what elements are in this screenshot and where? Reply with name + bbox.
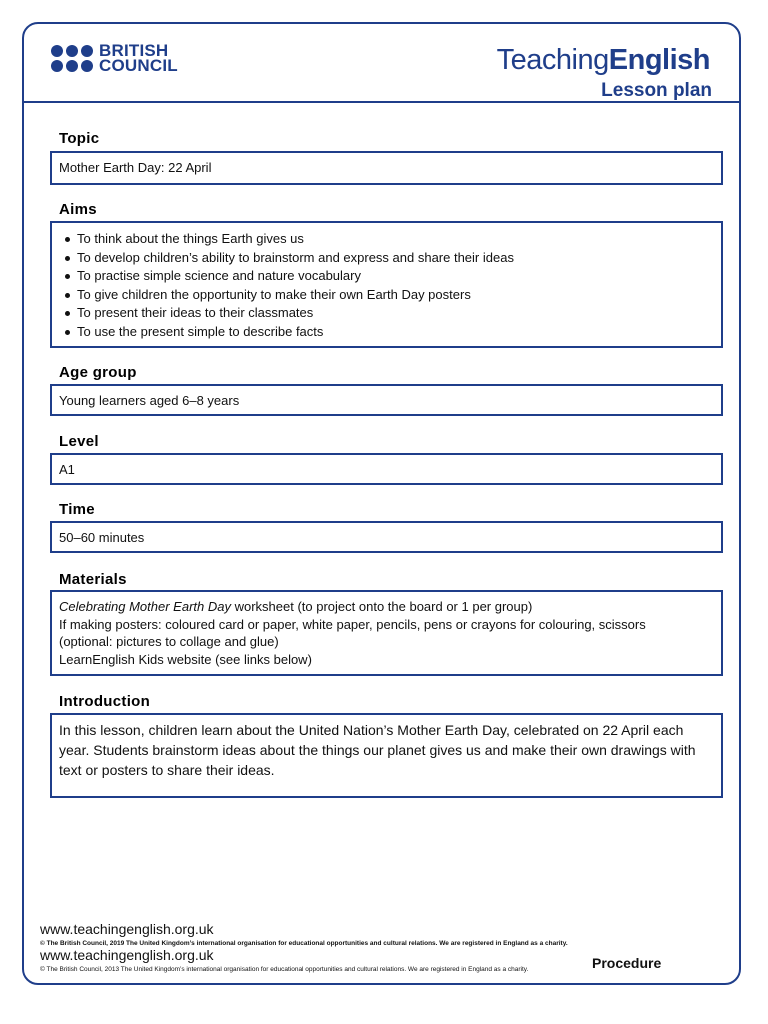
- materials-box: [50, 590, 723, 676]
- topic-value: Mother Earth Day: 22 April: [59, 160, 212, 175]
- materials-line: If making posters: coloured card or paper, white paper, pencils, pens or crayons for colouring, scissors: [59, 616, 646, 632]
- materials-label: Materials: [59, 571, 127, 588]
- topic-label: Topic: [59, 130, 100, 147]
- teachingenglish-brand: TeachingEnglish: [496, 44, 710, 76]
- topic-box: [50, 151, 723, 185]
- aims-list: [59, 230, 714, 342]
- level-label: Level: [59, 433, 99, 450]
- introduction-label: Introduction: [59, 693, 151, 710]
- aims-item: To practise simple science and nature vocabulary: [59, 267, 714, 286]
- time-box: [50, 521, 723, 553]
- aims-item: To think about the things Earth gives us: [59, 230, 714, 249]
- aims-item: To give children the opportunity to make their own Earth Day posters: [59, 286, 714, 305]
- age-group-value: Young learners aged 6–8 years: [59, 393, 240, 408]
- materials-line: (optional: pictures to collage and glue): [59, 634, 279, 649]
- footer-url-secondary[interactable]: www.teachingenglish.org.uk: [40, 947, 214, 963]
- british-council-logo: [51, 43, 178, 73]
- lesson-plan-subtitle: Lesson plan: [601, 80, 712, 101]
- aims-item: To develop children’s ability to brainstorm and express and share their ideas: [59, 249, 714, 268]
- aims-item: To present their ideas to their classmates: [59, 304, 714, 323]
- level-box: [50, 453, 723, 485]
- footer-copyright: © The British Council, 2019 The United Kingdom’s international organisation for educational opportunities and cultural relations. We are registered in England as a charity.: [40, 940, 568, 947]
- aims-box: [50, 221, 723, 348]
- introduction-text: In this lesson, children learn about the United Nation’s Mother Earth Day, celebrated on 22 April each year. Students brainstorm ideas about the things our planet gives us and make their own drawings with text or posters to share their ideas.: [59, 722, 696, 778]
- time-label: Time: [59, 501, 95, 518]
- footer-url[interactable]: www.teachingenglish.org.uk: [40, 921, 214, 937]
- age-group-label: Age group: [59, 364, 137, 381]
- introduction-box: [50, 713, 723, 798]
- materials-line: Celebrating Mother Earth Day worksheet (to project onto the board or 1 per group): [59, 599, 533, 614]
- time-value: 50–60 minutes: [59, 530, 145, 545]
- age-group-box: [50, 384, 723, 416]
- level-value: A1: [59, 462, 75, 477]
- footer-copyright-secondary: © The British Council, 2013 The United Kingdom’s international organisation for educational opportunities and cultural relations. We are registered in England as a charity.: [40, 966, 529, 973]
- aims-label: Aims: [59, 201, 97, 218]
- materials-line: LearnEnglish Kids website (see links below): [59, 651, 312, 667]
- aims-item: To use the present simple to describe facts: [59, 323, 714, 342]
- british-council-dots-icon: [51, 45, 93, 72]
- logo-text: BRITISH COUNCIL: [99, 41, 178, 75]
- procedure-heading: Procedure: [592, 955, 662, 971]
